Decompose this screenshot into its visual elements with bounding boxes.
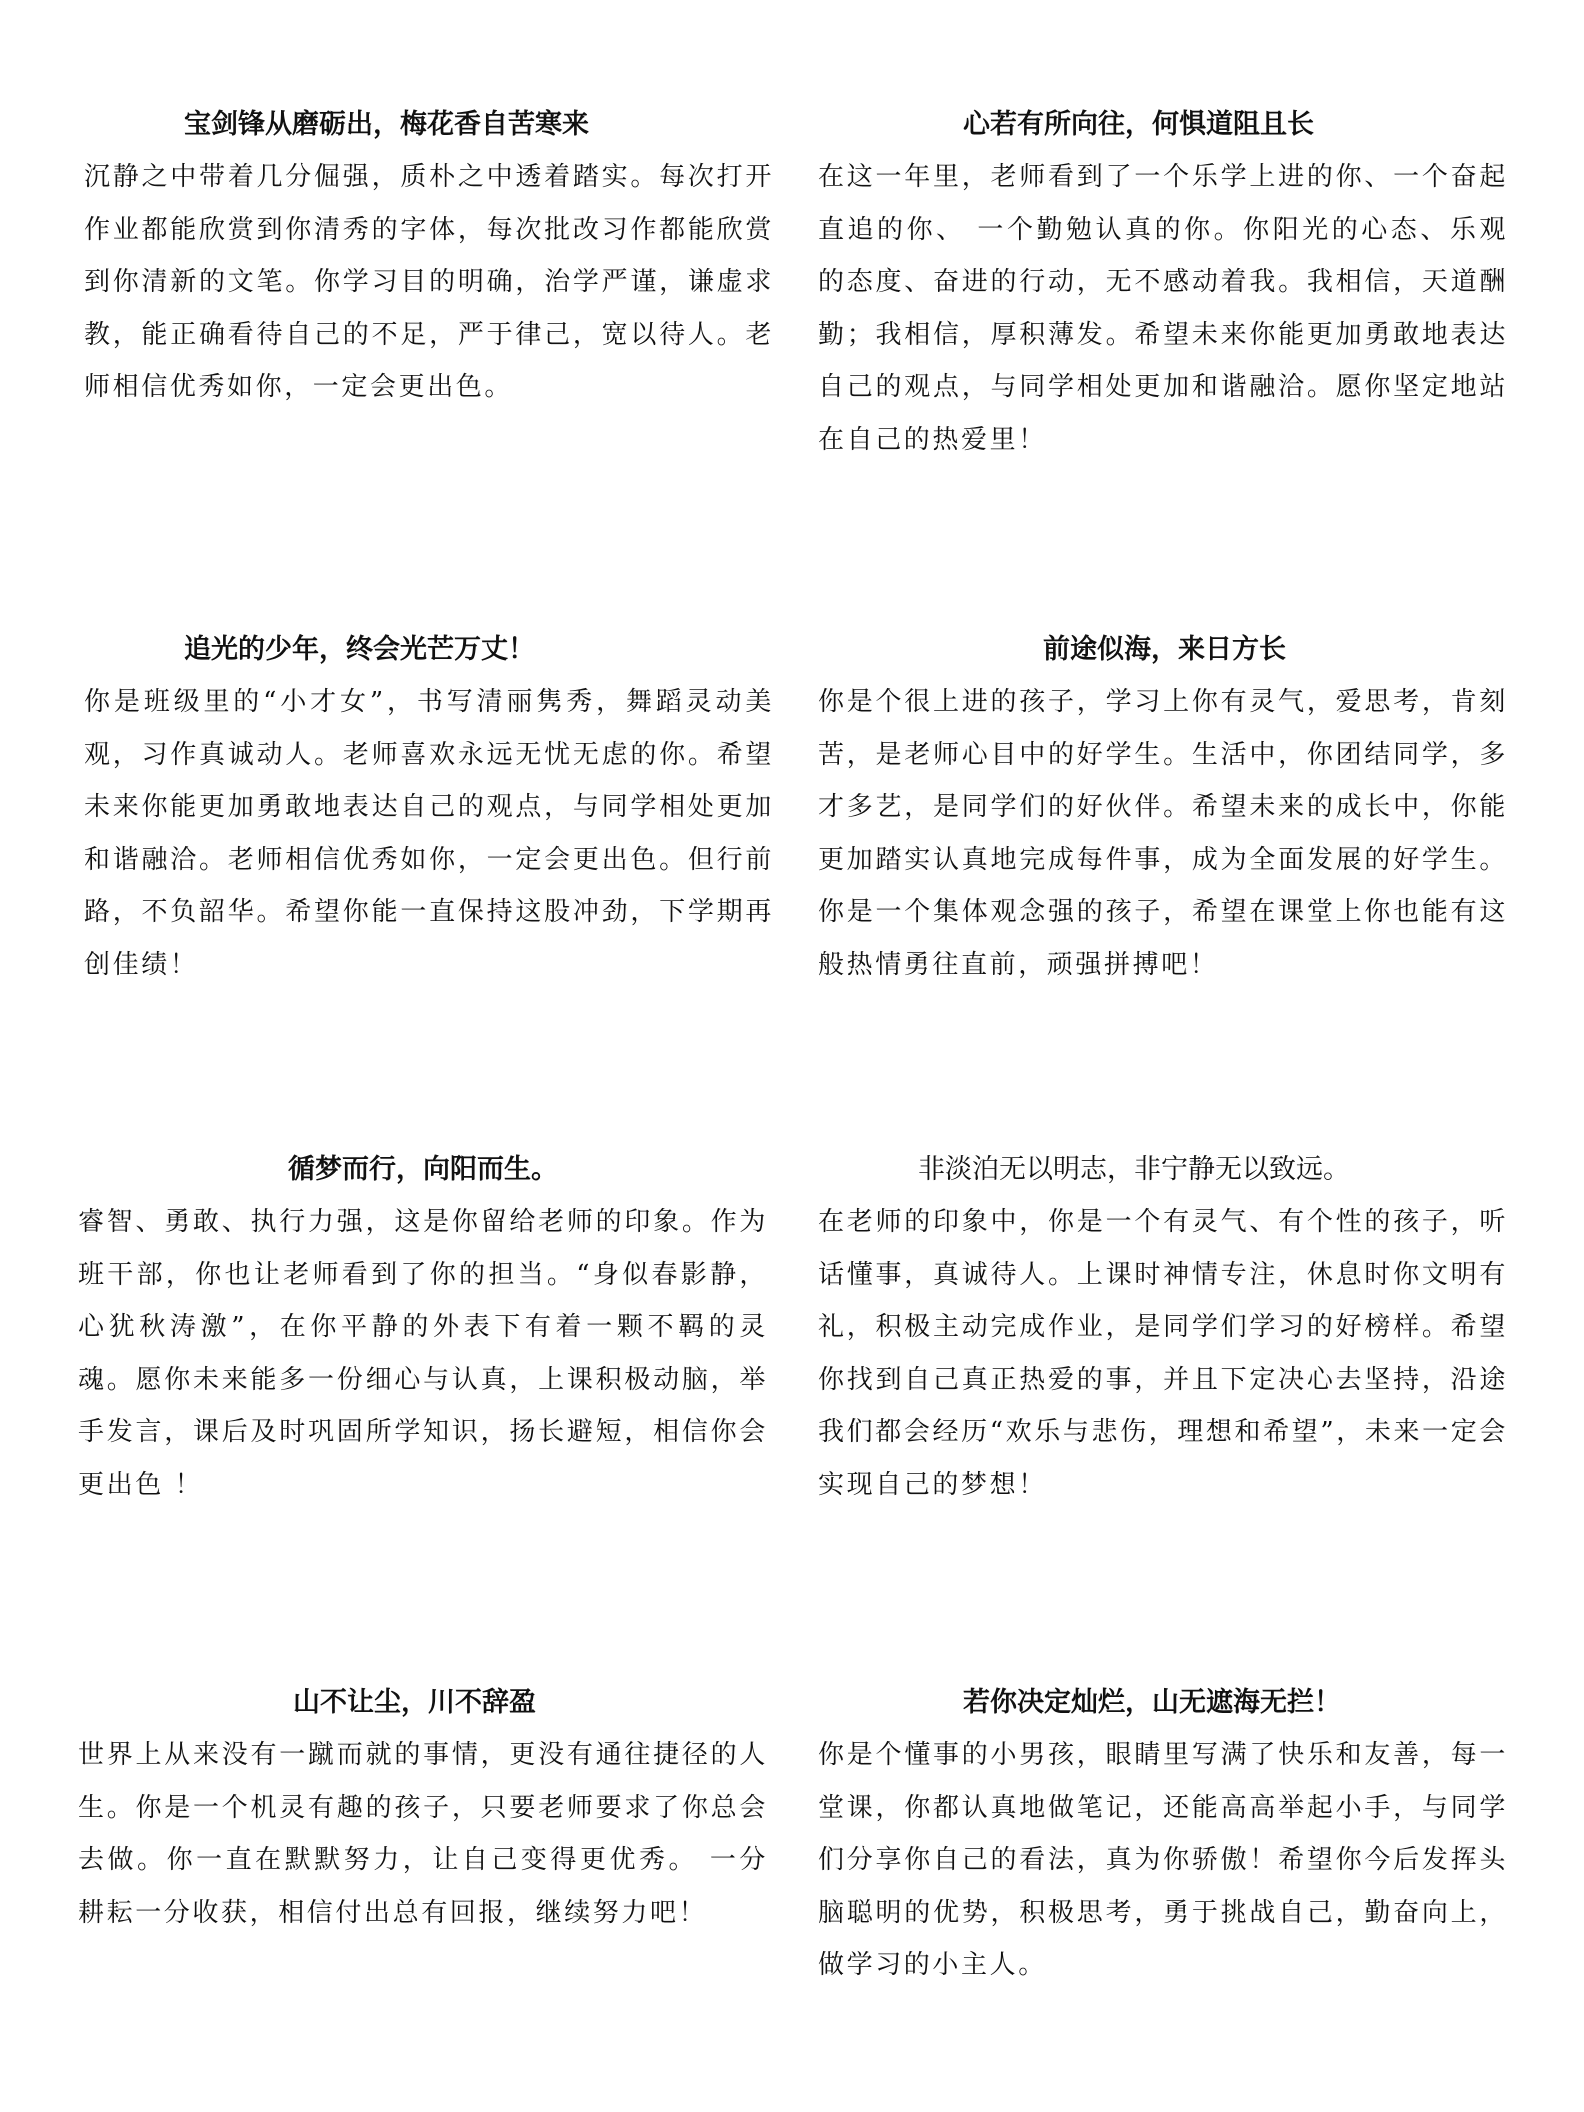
- card-title: 若你决定灿烂，山无遮海无拦！: [963, 1687, 1341, 1718]
- card-title: 追光的少年，终会光芒万丈！: [184, 634, 535, 665]
- card-title: 非淡泊无以明志，非宁静无以致远。: [918, 1154, 1350, 1185]
- card-body: 在这一年里，老师看到了一个乐学上进的你、一个奋起直追的你、 一个勤勉认真的你。你阳光的心态、乐观的态度、奋进的行动，无不感动着我。我相信，天道酬勤；我相信，厚积薄发。希望未来你能更加勇敢地表达自己的观点，与同学相处更加和谐融洽。愿你坚定地站在自己的热爱里！: [818, 162, 1508, 455]
- comment-card-8: [818, 1683, 1508, 1992]
- card-body: 沉静之中带着几分倔强，质朴之中透着踏实。每次打开作业都能欣赏到你清秀的字体，每次批改习作都能欣赏到你清新的文笔。你学习目的明确，治学严谨，谦虚求教，能正确看待自己的不足，严于律己，宽以待人。老师相信优秀如你，一定会更出色。: [84, 162, 774, 402]
- card-title: 山不让尘，川不辞盈: [293, 1687, 536, 1718]
- card-body: 你是个很上进的孩子，学习上你有灵气，爱思考，肯刻苦，是老师心目中的好学生。生活中，你团结同学，多才多艺，是同学们的好伙伴。希望未来的成长中，你能更加踏实认真地完成每件事，成为全面发展的好学生。你是一个集体观念强的孩子，希望在课堂上你也能有这般热情勇往直前，顽强拼搏吧！: [818, 687, 1508, 980]
- card-title: 宝剑锋从磨砺出，梅花香自苦寒来: [184, 109, 589, 140]
- card-title: 循梦而行，向阳而生。: [288, 1154, 558, 1185]
- card-body: 世界上从来没有一蹴而就的事情，更没有通往捷径的人生。你是一个机灵有趣的孩子，只要老师要求了你总会去做。你一直在默默努力，让自己变得更优秀。 一分耕耘一分收获，相信付出总有回报，继续努力吧！: [78, 1740, 768, 1928]
- comment-card-4: [818, 630, 1508, 991]
- comment-card-6: [818, 1150, 1508, 1511]
- card-body: 睿智、勇敢、执行力强，这是你留给老师的印象。作为班干部，你也让老师看到了你的担当。“身似春影静，心犹秋涛激”，在你平静的外表下有着一颗不羁的灵魂。愿你未来能多一份细心与认真，上课积极动脑，举手发言，课后及时巩固所学知识，扬长避短，相信你会更出色 ！: [78, 1207, 768, 1500]
- comment-card-5: [78, 1150, 768, 1511]
- comment-card-7: [78, 1683, 768, 1939]
- card-body: 你是个懂事的小男孩，眼睛里写满了快乐和友善，每一堂课，你都认真地做笔记，还能高高举起小手，与同学们分享你自己的看法，真为你骄傲！希望你今后发挥头脑聪明的优势，积极思考，勇于挑战自己，勤奋向上，做学习的小主人。: [818, 1740, 1508, 1980]
- card-body: 在老师的印象中，你是一个有灵气、有个性的孩子，听话懂事，真诚待人。上课时神情专注，休息时你文明有礼，积极主动完成作业，是同学们学习的好榜样。希望你找到自己真正热爱的事，并且下定决心去坚持，沿途我们都会经历“欢乐与悲伤，理想和希望”，未来一定会实现自己的梦想！: [818, 1207, 1508, 1500]
- comment-card-3: [84, 630, 774, 991]
- comment-card-1: [84, 105, 774, 414]
- card-title: 心若有所向往，何惧道阻且长: [963, 109, 1314, 140]
- card-title: 前途似海，来日方长: [1043, 634, 1286, 665]
- comment-card-2: [818, 105, 1508, 466]
- card-body: 你是班级里的“小才女”，书写清丽隽秀，舞蹈灵动美观，习作真诚动人。老师喜欢永远无忧无虑的你。希望未来你能更加勇敢地表达自己的观点，与同学相处更加和谐融洽。老师相信优秀如你，一定会更出色。但行前路，不负韶华。希望你能一直保持这股冲劲，下学期再创佳绩！: [84, 687, 774, 980]
